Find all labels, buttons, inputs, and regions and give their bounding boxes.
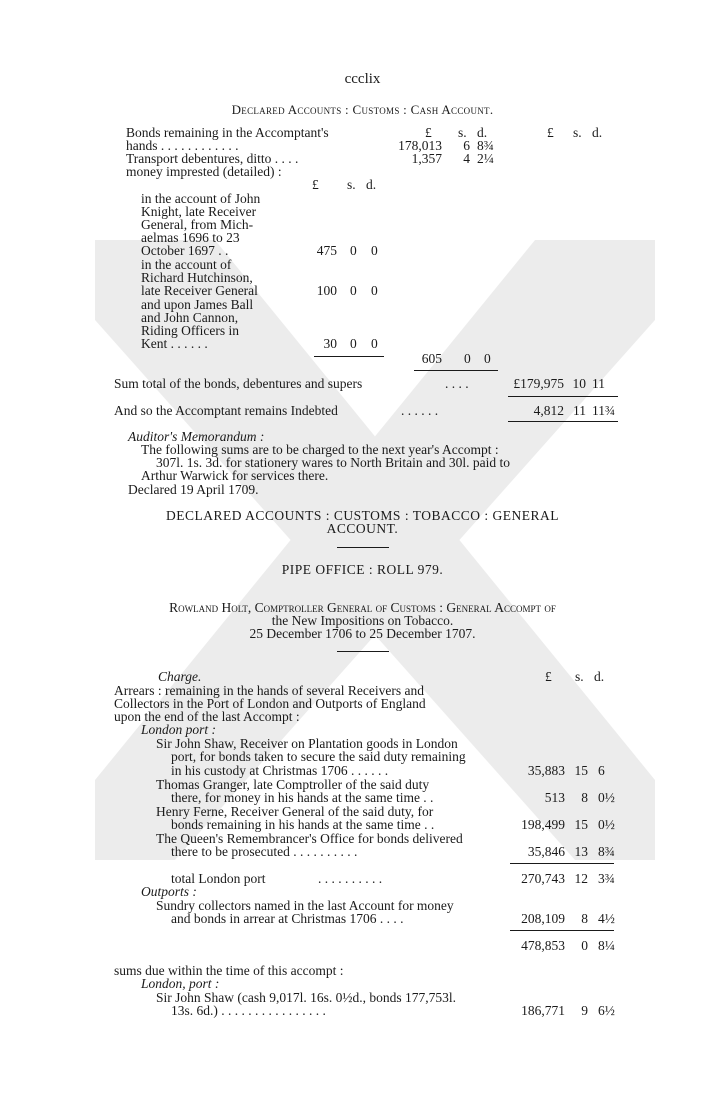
london-subtotal-rule [510,863,614,864]
ball-line: Kent . . . . . . [141,336,208,351]
sundry-pounds: 208,109 [521,911,565,926]
shaw-pence: 6 [598,763,605,778]
hutchinson-pence: 0 [371,283,378,298]
transport-shillings: 4 [463,151,470,166]
sum-total-shillings: 10 [572,376,586,391]
hutchinson-pounds: 100 [316,283,337,298]
total-london-dots: . . . . . . . . . . [318,871,383,886]
indebted-pence: 11¾ [592,403,616,418]
ferne-shillings: 15 [574,817,588,832]
ferne-line: bonds remaining in his hands at the same time . . [171,817,435,832]
shaw2-pence: 6½ [598,1003,615,1018]
holt-rule [337,651,389,652]
memo-line: The following sums are to be charged to the next year's Accompt : [141,442,499,457]
sum-total-pence: 11 [592,376,605,391]
knight-line: aelmas 1696 to 23 [141,230,240,245]
ball-pounds: 30 [323,336,337,351]
header-s-charge: s. [575,669,584,684]
imprest-total-pounds: 605 [421,351,442,366]
sum-total-dots: . . . . [445,376,469,391]
header-s-right: s. [573,125,582,140]
header-pound-right: £ [547,125,554,140]
sum-total-label: Sum total of the bonds, debentures and supers [114,376,363,391]
section1-title: Declared Accounts : Customs : Cash Account. [231,102,494,117]
holt-line3: 25 December 1706 to 25 December 1707. [249,626,476,641]
arrears-total-shillings: 0 [581,938,588,953]
hutchinson-line: late Receiver General [141,283,258,298]
memo-heading: Auditor's Memorandum : [128,429,265,444]
arrears-line: upon the end of the last Accompt : [114,709,300,724]
shaw2-pounds: 186,771 [521,1003,565,1018]
section2-title-line2: ACCOUNT. [326,521,399,536]
outports-heading: Outports : [141,884,197,899]
memo-declared: Declared 19 April 1709. [128,482,259,497]
imprest-total-shillings: 0 [464,351,471,366]
shaw-shillings: 15 [574,763,588,778]
total-london-shillings: 12 [574,871,588,886]
arrears-total-pounds: 478,853 [521,938,565,953]
bonds-pence: 8¾ [477,138,494,153]
queens-line: there to be prosecuted . . . . . . . . . . [171,844,358,859]
knight-line: October 1697 . . [141,243,229,258]
page-number: ccclix [344,71,381,87]
total-london-label: total London port [171,871,266,886]
shaw2-shillings: 9 [581,1003,588,1018]
london-port2-heading: London, port : [141,976,220,991]
sum-total-pounds: £179,975 [513,376,564,391]
granger-pounds: 513 [544,790,565,805]
queens-shillings: 13 [574,844,588,859]
imprest-total-rule [414,370,498,371]
bonds-shillings: 6 [463,138,470,153]
ball-line: and John Cannon, [141,310,239,325]
total-london-pence: 3¾ [598,871,615,886]
queens-pence: 8¾ [598,844,615,859]
pipe-office-heading: PIPE OFFICE : ROLL 979. [281,562,444,577]
arrears-total-pence: 8¼ [598,938,615,953]
hutchinson-shillings: 0 [350,283,357,298]
bonds-line2: hands . . . . . . . . . . . . [126,138,239,153]
ball-line: Riding Officers in [141,323,239,338]
queens-pounds: 35,846 [527,844,565,859]
header-s-inner: s. [347,177,356,192]
money-imprested: money imprested (detailed) : [126,164,282,179]
ball-shillings: 0 [350,336,357,351]
shaw-line: port, for bonds taken to secure the said duty remaining [171,749,466,764]
sundry-line: and bonds in arrear at Christmas 1706 . . . . [171,911,404,926]
arrears-line: Arrears : remaining in the hands of several Receivers and [114,683,425,698]
header-d-inner: d. [366,177,377,192]
holt-line1: Rowland Holt, Comptroller General of Customs : General Accompt of [169,600,556,615]
ball-line: and upon James Ball [141,297,254,312]
indebted-shillings: 11 [573,403,586,418]
header-pound-mid: £ [425,125,432,140]
sum-total-rule [508,396,618,397]
sundry-shillings: 8 [581,911,588,926]
shaw-line: in his custody at Christmas 1706 . . . . . . [171,763,389,778]
granger-pence: 0½ [598,790,615,805]
imprest-rule [314,356,384,357]
sundry-line: Sundry collectors named in the last Account for money [156,898,454,913]
granger-shillings: 8 [581,790,588,805]
transport-pounds: 1,357 [411,151,442,166]
header-d-charge: d. [594,669,605,684]
memo-line: 307l. 1s. 3d. for stationery wares to North Britain and 30l. paid to [156,455,510,470]
transport-line: Transport debentures, ditto . . . . [126,151,299,166]
indebted-dots: . . . . . . [401,403,439,418]
hutchinson-line: Richard Hutchinson, [141,270,253,285]
section2-title-line1: DECLARED ACCOUNTS : CUSTOMS : TOBACCO : GENERAL [166,508,559,523]
ball-pence: 0 [371,336,378,351]
granger-line: there, for money in his hands at the same time . . [171,790,434,805]
indebted-label: And so the Accomptant remains Indebted [114,403,338,418]
imprest-total-pence: 0 [484,351,491,366]
section2-rule [337,547,389,548]
knight-pence: 0 [371,243,378,258]
sundry-pence: 4½ [598,911,615,926]
queens-line: The Queen's Remembrancer's Office for bonds delivered [156,831,463,846]
ferne-pounds: 198,499 [521,817,565,832]
header-pound-charge: £ [545,669,552,684]
hutchinson-line: in the account of [141,257,232,272]
header-d-right: d. [592,125,603,140]
knight-pounds: 475 [316,243,337,258]
knight-line: in the account of John [141,191,261,206]
shaw2-line: 13s. 6d.) . . . . . . . . . . . . . . . . [171,1003,326,1018]
holt-line2: the New Impositions on Tobacco. [271,613,454,628]
knight-shillings: 0 [350,243,357,258]
bonds-pounds: 178,013 [398,138,442,153]
london-port-heading: London port : [141,722,217,737]
ferne-pence: 0½ [598,817,615,832]
header-pound-inner: £ [312,177,319,192]
transport-pence: 2¼ [477,151,494,166]
shaw-line: Sir John Shaw, Receiver on Plantation goods in London [156,736,458,751]
total-london-pounds: 270,743 [521,871,565,886]
shaw2-line: Sir John Shaw (cash 9,017l. 16s. 0½d., bonds 177,753l. [156,990,456,1005]
indebted-pounds: 4,812 [533,403,564,418]
arrears-total-rule [510,930,614,931]
memo-line: Arthur Warwick for services there. [141,468,329,483]
ferne-line: Henry Ferne, Receiver General of the said duty, for [156,804,434,819]
bonds-line1: Bonds remaining in the Accomptant's [126,125,329,140]
shaw-pounds: 35,883 [527,763,565,778]
knight-line: Knight, late Receiver [141,204,257,219]
sums-due-heading: sums due within the time of this accompt : [114,963,344,978]
header-d-mid: d. [477,125,488,140]
charge-heading: Charge. [158,669,202,684]
knight-line: General, from Mich- [141,217,254,232]
arrears-line: Collectors in the Port of London and Outports of England [114,696,426,711]
granger-line: Thomas Granger, late Comptroller of the said duty [156,777,430,792]
indebted-rule [508,421,618,422]
header-s-mid: s. [458,125,467,140]
